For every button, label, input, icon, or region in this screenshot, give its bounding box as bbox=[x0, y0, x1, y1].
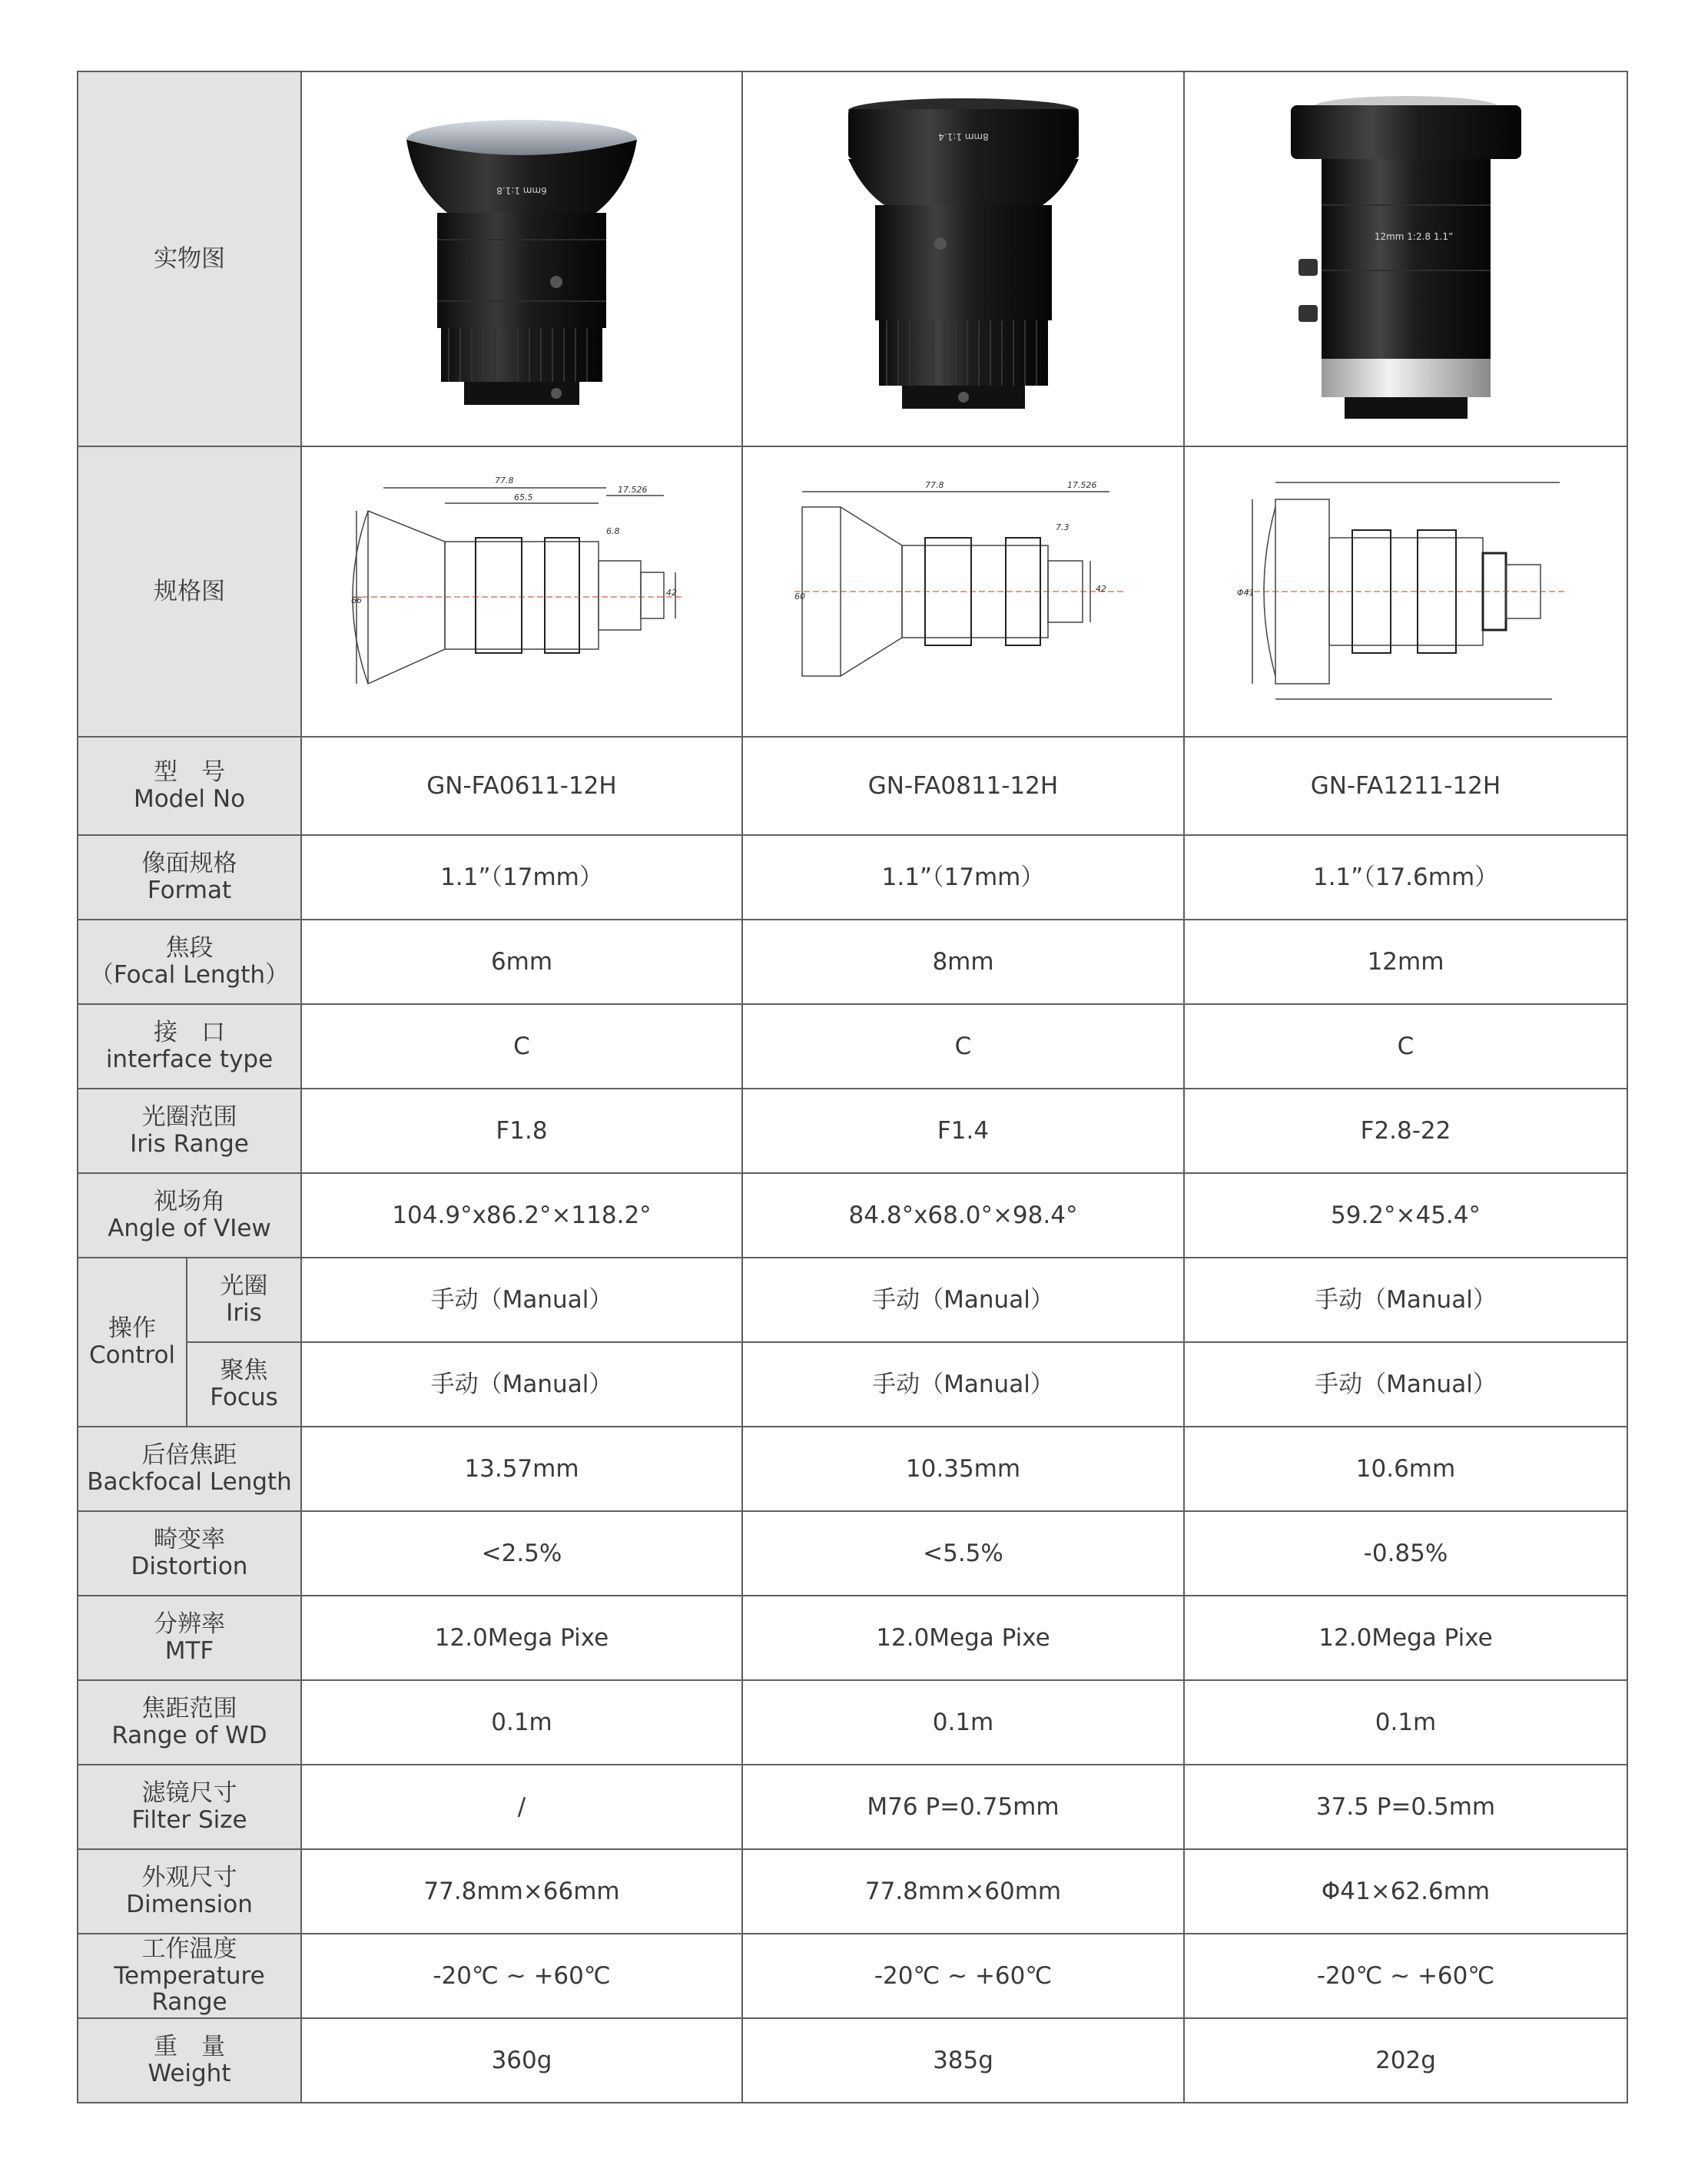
label-focal-en: （Focal Length） bbox=[89, 961, 290, 989]
dimension-2: 77.8mm×60mm bbox=[742, 1849, 1184, 1934]
backfocal-3: 10.6mm bbox=[1184, 1427, 1627, 1511]
label-dimension bbox=[78, 1849, 301, 1934]
weight-3: 202g bbox=[1184, 2018, 1627, 2103]
label-angle bbox=[78, 1173, 301, 1258]
label-angle-cn: 视场角 bbox=[154, 1188, 225, 1216]
row-model bbox=[78, 737, 1627, 835]
dim-a-1: 65.5 bbox=[514, 492, 533, 502]
wd-2: 0.1m bbox=[742, 1680, 1184, 1765]
label-wd-cn: 焦距范围 bbox=[141, 1695, 237, 1723]
label-iris-range-cn: 光圈范围 bbox=[141, 1103, 237, 1132]
dim-len-1: 77.8 bbox=[495, 476, 514, 486]
label-temperature bbox=[78, 1934, 301, 2018]
wd-1: 0.1m bbox=[301, 1680, 742, 1765]
label-angle-en: Angle of VIew bbox=[108, 1215, 271, 1242]
iris-range-2: F1.4 bbox=[742, 1089, 1184, 1173]
spec-table bbox=[77, 71, 1628, 2103]
focus-1: 手动（Manual） bbox=[301, 1342, 742, 1427]
backfocal-1: 13.57mm bbox=[301, 1427, 742, 1511]
angle-3: 59.2°×45.4° bbox=[1184, 1173, 1627, 1258]
row-interface bbox=[78, 1004, 1627, 1089]
row-control-focus bbox=[78, 1342, 1627, 1427]
format-1: 1.1”（17mm） bbox=[301, 835, 742, 920]
dim-b-2: 17.526 bbox=[1066, 480, 1096, 490]
dimension-1: 77.8mm×66mm bbox=[301, 1849, 742, 1934]
temperature-1: -20℃ ~ +60℃ bbox=[301, 1934, 742, 2018]
label-focal bbox=[78, 920, 301, 1004]
row-photo bbox=[78, 71, 1627, 446]
iris-3: 手动（Manual） bbox=[1184, 1258, 1627, 1342]
row-dimension bbox=[78, 1849, 1627, 1934]
label-drawing-text: 规格图 bbox=[154, 577, 225, 605]
label-temperature-en: Temperature Range bbox=[114, 1961, 265, 2017]
drawing-cell-1 bbox=[301, 446, 742, 737]
label-photo bbox=[78, 71, 301, 446]
row-weight bbox=[78, 2018, 1627, 2103]
drawing-cell-2 bbox=[742, 446, 1184, 737]
label-filter-cn: 滤镜尺寸 bbox=[141, 1779, 237, 1808]
wd-3: 0.1m bbox=[1184, 1680, 1627, 1765]
label-model bbox=[78, 737, 301, 835]
angle-2: 84.8°x68.0°×98.4° bbox=[742, 1173, 1184, 1258]
lens-photo-3 bbox=[1275, 90, 1537, 428]
row-distortion bbox=[78, 1511, 1627, 1596]
label-focal-cn: 焦段 bbox=[165, 934, 214, 963]
format-3: 1.1”（17.6mm） bbox=[1184, 835, 1627, 920]
dim-d-2: 60 bbox=[794, 592, 805, 602]
label-model-cn: 型 号 bbox=[154, 758, 225, 787]
label-iris bbox=[187, 1258, 301, 1342]
lens-photo-1 bbox=[391, 98, 652, 420]
dim-d-1: 66 bbox=[351, 595, 362, 605]
dimension-3: Φ41×62.6mm bbox=[1184, 1849, 1627, 1934]
interface-3: C bbox=[1184, 1004, 1627, 1089]
label-distortion bbox=[78, 1511, 301, 1596]
label-weight-en: Weight bbox=[148, 2060, 231, 2087]
dim-c-2: 7.3 bbox=[1055, 522, 1069, 532]
label-focus-cn: 聚焦 bbox=[220, 1357, 268, 1385]
label-control-en: Control bbox=[88, 1341, 176, 1369]
label-focus-en: Focus bbox=[210, 1384, 278, 1411]
label-wd bbox=[78, 1680, 301, 1765]
focal-1: 6mm bbox=[301, 920, 742, 1004]
lens-drawing-3 bbox=[1237, 469, 1575, 714]
filter-3: 37.5 P=0.5mm bbox=[1184, 1765, 1627, 1849]
label-mtf-en: MTF bbox=[164, 1637, 214, 1665]
label-mtf bbox=[78, 1596, 301, 1680]
dim-len-2: 77.8 bbox=[924, 480, 944, 490]
label-backfocal bbox=[78, 1427, 301, 1511]
drawing-cell-3 bbox=[1184, 446, 1627, 737]
focus-2: 手动（Manual） bbox=[742, 1342, 1184, 1427]
label-format-en: Format bbox=[147, 877, 232, 904]
label-interface-en: interface type bbox=[105, 1046, 274, 1073]
interface-1: C bbox=[301, 1004, 742, 1089]
mtf-3: 12.0Mega Pixe bbox=[1184, 1596, 1627, 1680]
iris-range-1: F1.8 bbox=[301, 1089, 742, 1173]
distortion-2: <5.5% bbox=[742, 1511, 1184, 1596]
label-wd-en: Range of WD bbox=[111, 1722, 267, 1749]
label-focus bbox=[187, 1342, 301, 1427]
row-angle bbox=[78, 1173, 1627, 1258]
model-1: GN-FA0611-12H bbox=[301, 737, 742, 835]
label-interface bbox=[78, 1004, 301, 1089]
label-filter bbox=[78, 1765, 301, 1849]
filter-1: / bbox=[301, 1765, 742, 1849]
photo-cell-3 bbox=[1184, 71, 1627, 446]
row-control-iris bbox=[78, 1258, 1627, 1342]
label-distortion-en: Distortion bbox=[131, 1553, 248, 1580]
dim-d-3: Φ41 bbox=[1236, 588, 1255, 598]
label-mtf-cn: 分辨率 bbox=[154, 1610, 225, 1639]
label-photo-text: 实物图 bbox=[154, 244, 225, 273]
weight-1: 360g bbox=[301, 2018, 742, 2103]
label-backfocal-cn: 后倍焦距 bbox=[141, 1441, 237, 1470]
lens-drawing-2 bbox=[794, 476, 1133, 707]
label-drawing bbox=[78, 446, 301, 737]
dim-e-2: 42 bbox=[1095, 584, 1106, 594]
label-iris-cn: 光圈 bbox=[220, 1272, 268, 1301]
label-iris-range-en: Iris Range bbox=[130, 1130, 249, 1158]
photo-cell-1 bbox=[301, 71, 742, 446]
distortion-3: -0.85% bbox=[1184, 1511, 1627, 1596]
label-iris-en: Iris bbox=[226, 1299, 262, 1327]
label-weight bbox=[78, 2018, 301, 2103]
label-interface-cn: 接 口 bbox=[154, 1019, 225, 1047]
row-format bbox=[78, 835, 1627, 920]
label-weight-cn: 重 量 bbox=[154, 2033, 225, 2061]
label-distortion-cn: 畸变率 bbox=[154, 1526, 225, 1554]
label-format bbox=[78, 835, 301, 920]
label-model-en: Model No bbox=[133, 785, 246, 813]
label-dimension-cn: 外观尺寸 bbox=[141, 1864, 237, 1892]
row-temperature bbox=[78, 1934, 1627, 2018]
focus-3: 手动（Manual） bbox=[1184, 1342, 1627, 1427]
dim-c-1: 6.8 bbox=[606, 526, 620, 536]
row-mtf bbox=[78, 1596, 1627, 1680]
lens-photo-2 bbox=[833, 94, 1094, 424]
iris-2: 手动（Manual） bbox=[742, 1258, 1184, 1342]
dim-e-1: 42 bbox=[666, 588, 677, 598]
label-backfocal-en: Backfocal Length bbox=[87, 1468, 292, 1496]
row-drawing bbox=[78, 446, 1627, 737]
model-3: GN-FA1211-12H bbox=[1184, 737, 1627, 835]
row-filter bbox=[78, 1765, 1627, 1849]
backfocal-2: 10.35mm bbox=[742, 1427, 1184, 1511]
focal-3: 12mm bbox=[1184, 920, 1627, 1004]
row-iris-range bbox=[78, 1089, 1627, 1173]
dim-b-1: 17.526 bbox=[618, 485, 648, 495]
temperature-2: -20℃ ~ +60℃ bbox=[742, 1934, 1184, 2018]
lens-marking-2: 8mm 1:1.4 bbox=[937, 131, 989, 142]
label-temperature-cn: 工作温度 bbox=[141, 1934, 237, 1963]
iris-range-3: F2.8-22 bbox=[1184, 1089, 1627, 1173]
iris-1: 手动（Manual） bbox=[301, 1258, 742, 1342]
row-backfocal bbox=[78, 1427, 1627, 1511]
label-dimension-en: Dimension bbox=[126, 1891, 253, 1918]
interface-2: C bbox=[742, 1004, 1184, 1089]
format-2: 1.1”（17mm） bbox=[742, 835, 1184, 920]
label-control bbox=[78, 1258, 187, 1427]
mtf-1: 12.0Mega Pixe bbox=[301, 1596, 742, 1680]
lens-marking-3: 12mm 1:2.8 1.1” bbox=[1374, 231, 1453, 242]
label-control-cn: 操作 bbox=[108, 1314, 156, 1343]
weight-2: 385g bbox=[742, 2018, 1184, 2103]
label-iris-range bbox=[78, 1089, 301, 1173]
distortion-1: <2.5% bbox=[301, 1511, 742, 1596]
row-focal bbox=[78, 920, 1627, 1004]
model-2: GN-FA0811-12H bbox=[742, 737, 1184, 835]
angle-1: 104.9°x86.2°×118.2° bbox=[301, 1173, 742, 1258]
row-wd bbox=[78, 1680, 1627, 1765]
photo-cell-2 bbox=[742, 71, 1184, 446]
lens-drawing-1 bbox=[353, 465, 691, 718]
label-filter-en: Filter Size bbox=[131, 1806, 247, 1834]
label-format-cn: 像面规格 bbox=[141, 850, 237, 878]
mtf-2: 12.0Mega Pixe bbox=[742, 1596, 1184, 1680]
focal-2: 8mm bbox=[742, 920, 1184, 1004]
lens-marking-1: 6mm 1:1.8 bbox=[496, 185, 547, 196]
temperature-3: -20℃ ~ +60℃ bbox=[1184, 1934, 1627, 2018]
filter-2: M76 P=0.75mm bbox=[742, 1765, 1184, 1849]
